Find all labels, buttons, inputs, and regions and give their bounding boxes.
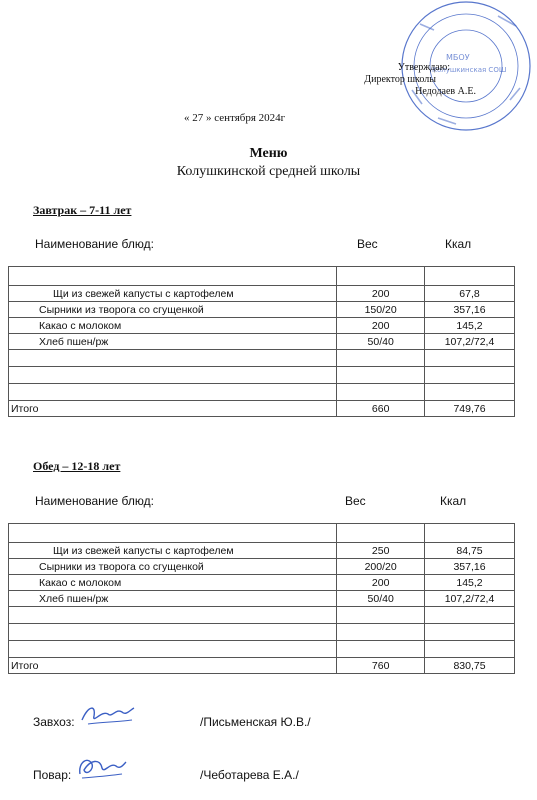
table-row-total xyxy=(9,658,515,674)
dish-name: Хлеб пшен/рж xyxy=(9,334,337,350)
table-row xyxy=(9,302,515,318)
dish-kcal: 84,75 xyxy=(425,543,515,559)
stamp-center-top: МБОУ xyxy=(446,53,470,62)
dish-kcal: 357,16 xyxy=(425,559,515,575)
dish-kcal: 67,8 xyxy=(425,286,515,302)
cook-label: Повар: xyxy=(33,768,72,782)
total-kcal: 749,76 xyxy=(425,401,515,417)
table-row xyxy=(9,543,515,559)
total-label: Итого xyxy=(9,658,337,674)
table-row xyxy=(9,267,515,286)
total-weight: 760 xyxy=(337,658,425,674)
lunch-col-weight: Вес xyxy=(345,494,366,508)
total-weight: 660 xyxy=(337,401,425,417)
table-row xyxy=(9,318,515,334)
dish-name: Сырники из творога со сгущенкой xyxy=(9,302,337,318)
dish-weight: 150/20 xyxy=(337,302,425,318)
table-row xyxy=(9,384,515,401)
lunch-col-kcal: Ккал xyxy=(440,494,467,508)
table-row xyxy=(9,641,515,658)
lunch-col-name: Наименование блюд: xyxy=(35,494,154,508)
cook-name: /Чеботарева Е.А./ xyxy=(200,768,299,782)
dish-kcal: 107,2/72,4 xyxy=(425,591,515,607)
dish-weight: 200 xyxy=(337,318,425,334)
table-row xyxy=(9,334,515,350)
approval-line3: Недодаев А.Е. xyxy=(415,86,476,97)
page-title: Меню xyxy=(249,146,288,161)
table-row xyxy=(9,607,515,624)
breakfast-col-kcal: Ккал xyxy=(445,237,472,251)
storekeeper-label: Завхоз: xyxy=(33,715,75,729)
table-row xyxy=(9,524,515,543)
dish-name: Сырники из творога со сгущенкой xyxy=(9,559,337,575)
table-row xyxy=(9,591,515,607)
total-kcal: 830,75 xyxy=(425,658,515,674)
lunch-heading: Обед – 12-18 лет xyxy=(33,459,121,473)
approval-line1: Утверждаю: xyxy=(397,62,450,73)
breakfast-heading: Завтрак – 7-11 лет xyxy=(33,203,132,217)
dish-weight: 200 xyxy=(337,286,425,302)
table-row-total xyxy=(9,401,515,417)
lunch-table xyxy=(8,523,515,674)
approval-line2: Директор школы xyxy=(364,74,436,85)
dish-name: Щи из свежей капусты с картофелем xyxy=(9,286,337,302)
dish-weight: 200 xyxy=(337,575,425,591)
storekeeper-signature xyxy=(78,700,138,730)
table-row xyxy=(9,286,515,302)
page-subtitle: Колушкинской средней школы xyxy=(176,164,361,179)
dish-kcal: 357,16 xyxy=(425,302,515,318)
table-row xyxy=(9,350,515,367)
breakfast-col-name: Наименование блюд: xyxy=(35,237,154,251)
dish-name: Хлеб пшен/рж xyxy=(9,591,337,607)
dish-weight: 50/40 xyxy=(337,334,425,350)
document-date: « 27 » сентября 2024г xyxy=(184,112,286,124)
dish-kcal: 107,2/72,4 xyxy=(425,334,515,350)
breakfast-table xyxy=(8,266,515,417)
dish-name: Какао с молоком xyxy=(9,575,337,591)
table-row xyxy=(9,624,515,641)
dish-name: Какао с молоком xyxy=(9,318,337,334)
dish-weight: 200/20 xyxy=(337,559,425,575)
storekeeper-name: /Письменская Ю.В./ xyxy=(200,715,311,729)
dish-kcal: 145,2 xyxy=(425,575,515,591)
cook-signature xyxy=(74,752,130,782)
breakfast-col-weight: Вес xyxy=(357,237,378,251)
table-row xyxy=(9,367,515,384)
dish-name: Щи из свежей капусты с картофелем xyxy=(9,543,337,559)
total-label: Итого xyxy=(9,401,337,417)
stamp-center-main: Колушкинская СОШ xyxy=(432,66,507,74)
dish-weight: 250 xyxy=(337,543,425,559)
dish-weight: 50/40 xyxy=(337,591,425,607)
table-row xyxy=(9,559,515,575)
table-row xyxy=(9,575,515,591)
dish-kcal: 145,2 xyxy=(425,318,515,334)
